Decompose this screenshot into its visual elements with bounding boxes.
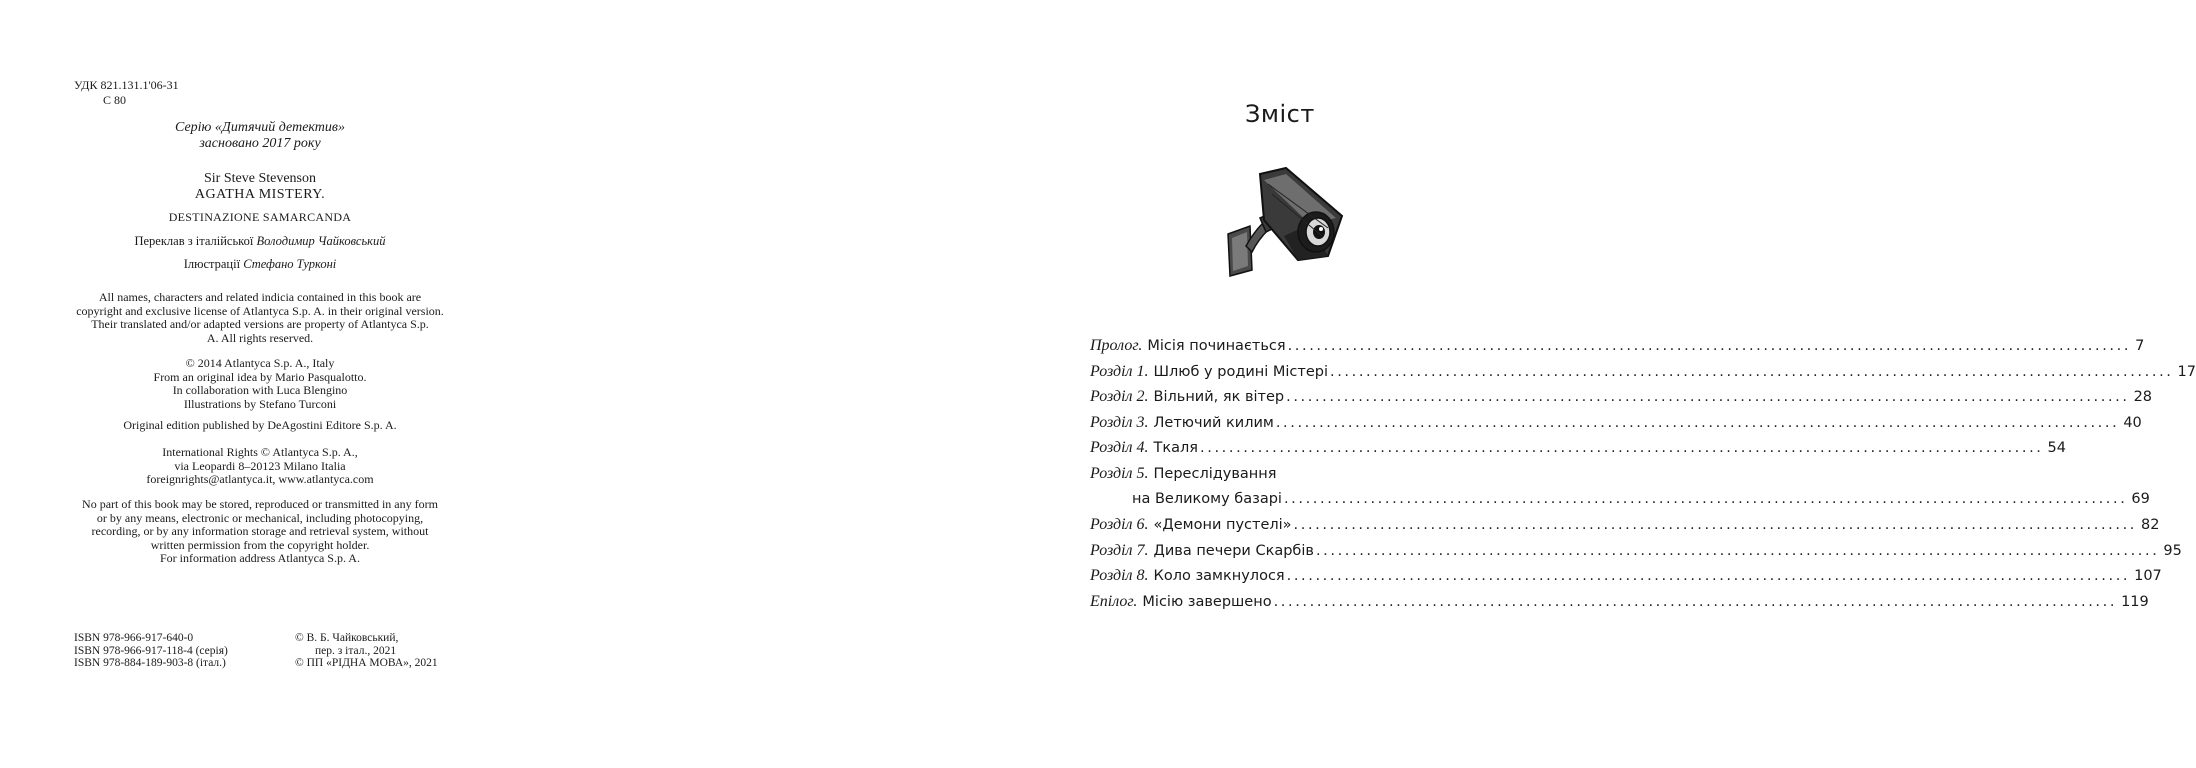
- text-line: recording, or by any information storage and retrieval system, without: [91, 524, 429, 538]
- series-line: Серію «Дитячий детектив»: [175, 120, 345, 135]
- toc-entry-title: Місія починається: [1147, 338, 1286, 354]
- toc-entry[interactable]: [1090, 465, 1464, 491]
- text-line: copyright and exclusive license of Atlantyca S.p. A. in their original version.: [76, 303, 444, 318]
- text-line: A. All rights reserved.: [206, 330, 314, 345]
- text-line: via Leopardi 8–20123 Milano Italia: [174, 458, 346, 473]
- toc-page-number: 95: [2163, 542, 2182, 559]
- illustrator-name: Стефано Турконі: [243, 257, 337, 271]
- toc-entry-title: на Великому базарі: [1132, 490, 1282, 507]
- toc-entry-title: Дива печери Скарбів: [1153, 542, 1314, 559]
- isbn-line: ISBN 978-966-917-640-0: [74, 632, 194, 644]
- table-of-contents: [1090, 337, 2196, 619]
- toc-page-number: 54: [2047, 440, 2066, 457]
- text-line: foreignrights@atlantyca.it, www.atlantyca.com: [146, 472, 374, 486]
- text-line: © 2014 Atlantyca S.p. A., Italy: [185, 356, 335, 370]
- text-line: Their translated and/or adapted versions are property of Atlantyca S.p.: [91, 317, 429, 331]
- original-title-block: [40, 171, 480, 203]
- toc-page-number: 119: [2121, 593, 2149, 610]
- toc-entry-title: Місію завершено: [1142, 593, 1272, 610]
- toc-entry[interactable]: [1090, 439, 2066, 465]
- book-subtitle: DESTINAZIONE SAMARCANDA: [168, 210, 352, 224]
- security-camera-icon: [1224, 160, 1348, 280]
- udk-code: [74, 78, 179, 108]
- toc-entry[interactable]: [1090, 516, 2160, 542]
- toc-page-number: 17: [2177, 363, 2196, 380]
- toc-entry[interactable]: [1090, 567, 2162, 593]
- toc-entry[interactable]: [1090, 388, 2153, 414]
- credits-notice: [40, 357, 480, 411]
- series-note: [40, 120, 480, 152]
- original-edition-note: Original edition published by DeAgostini Editore S.p. A.: [123, 418, 397, 432]
- book-title: AGATHA MISTERY.: [194, 187, 326, 202]
- text-line: No part of this book may be stored, reproduced or transmitted in any form: [82, 497, 438, 511]
- leader-dots: [1288, 338, 2131, 354]
- license-notice: [40, 291, 480, 345]
- leader-dots: [1274, 594, 2117, 610]
- illustrator-credit: [40, 258, 480, 272]
- reproduction-notice: [40, 498, 480, 566]
- isbn-line: ISBN 978-966-917-118-4 (серія): [74, 644, 228, 657]
- toc-entry-title: Шлюб у родині Містері: [1153, 363, 1329, 380]
- author-name: Sir Steve Stevenson: [204, 171, 316, 186]
- text-line: From an original idea by Mario Pasqualotto.: [153, 369, 367, 384]
- toc-entry-title: Вільний, як вітер: [1153, 389, 1285, 406]
- translator-credit: [40, 235, 480, 249]
- toc-entry-title: Ткаля: [1153, 440, 1199, 457]
- translator-name: Володимир Чайковський: [256, 234, 386, 248]
- toc-entry-title: «Демони пустелі»: [1153, 517, 1292, 534]
- toc-entry-label: Розділ 4.: [1090, 439, 1149, 457]
- leader-dots: [1316, 543, 2159, 559]
- contents-page: [512, 0, 2196, 768]
- text-line: International Rights © Atlantyca S.p. A.,: [162, 445, 358, 459]
- text-line: In collaboration with Luca Blengino: [172, 383, 348, 397]
- illustrator-prefix: Ілюстрації: [183, 257, 244, 271]
- isbn-line: ISBN 978-884-189-903-8 (італ.): [74, 657, 226, 669]
- toc-entry-label: Пролог.: [1090, 337, 1143, 354]
- text-line: or by any means, electronic or mechanical, including photocopying,: [96, 510, 424, 525]
- toc-entry[interactable]: [1090, 362, 2196, 389]
- toc-page-number: 28: [2133, 389, 2153, 406]
- toc-page-number: 69: [2131, 490, 2150, 507]
- text-line: written permission from the copyright holder.: [150, 537, 370, 552]
- toc-entry-label: Розділ 6.: [1090, 516, 1149, 534]
- toc-entry-label: Розділ 7.: [1090, 541, 1149, 559]
- toc-entry-label: Розділ 3.: [1090, 413, 1149, 431]
- series-line: засновано 2017 року: [199, 136, 321, 151]
- contents-heading: Зміст: [1245, 100, 1315, 128]
- toc-entry[interactable]: [1090, 337, 2145, 363]
- udk-line: УДК 821.131.1'06-31: [74, 78, 179, 92]
- copyright-line: © ПП «РІДНА МОВА», 2021: [295, 657, 438, 669]
- toc-page-number: 82: [2141, 517, 2160, 534]
- toc-entry-label: Розділ 2.: [1090, 388, 1149, 406]
- toc-entry[interactable]: [1090, 541, 2182, 568]
- toc-page-number: 7: [2135, 338, 2145, 354]
- leader-dots: [1287, 568, 2130, 584]
- toc-entry[interactable]: [1090, 413, 2142, 440]
- toc-entry-label: Епілог.: [1090, 592, 1138, 610]
- toc-entry-label: Розділ 1.: [1090, 362, 1149, 380]
- toc-entry-continuation[interactable]: [1090, 490, 2150, 517]
- text-line: For information address Atlantyca S.p. A.: [160, 551, 360, 565]
- copyright-line: © В. Б. Чайковський,: [295, 632, 399, 644]
- toc-page-number: 107: [2134, 568, 2162, 585]
- leader-dots: [1286, 389, 2129, 405]
- international-rights: [40, 446, 480, 487]
- text-line: Illustrations by Stefano Turconi: [183, 396, 337, 411]
- leader-dots: [1294, 517, 2137, 533]
- isbn-list: [74, 632, 228, 670]
- leader-dots: [1276, 415, 2119, 431]
- toc-entry-title: Коло замкнулося: [1153, 568, 1285, 585]
- toc-entry-title: Переслідування: [1153, 465, 1277, 482]
- leader-dots: [1284, 491, 2127, 507]
- text-line: All names, characters and related indicia contained in this book are: [98, 290, 422, 304]
- copyright-holders: [295, 632, 438, 670]
- leader-dots: [1330, 364, 2173, 380]
- author-mark: С 80: [103, 93, 127, 107]
- toc-entry[interactable]: [1090, 592, 2149, 619]
- leader-dots: [1200, 440, 2043, 456]
- copyright-page: [0, 0, 512, 768]
- translator-prefix: Переклав з італійської: [134, 234, 257, 248]
- copyright-line: пер. з італ., 2021: [315, 644, 397, 657]
- toc-entry-title: Летючий килим: [1153, 414, 1274, 431]
- toc-entry-label: Розділ 8.: [1090, 567, 1149, 585]
- toc-page-number: 40: [2123, 414, 2142, 431]
- toc-entry-label: Розділ 5.: [1090, 464, 1149, 482]
